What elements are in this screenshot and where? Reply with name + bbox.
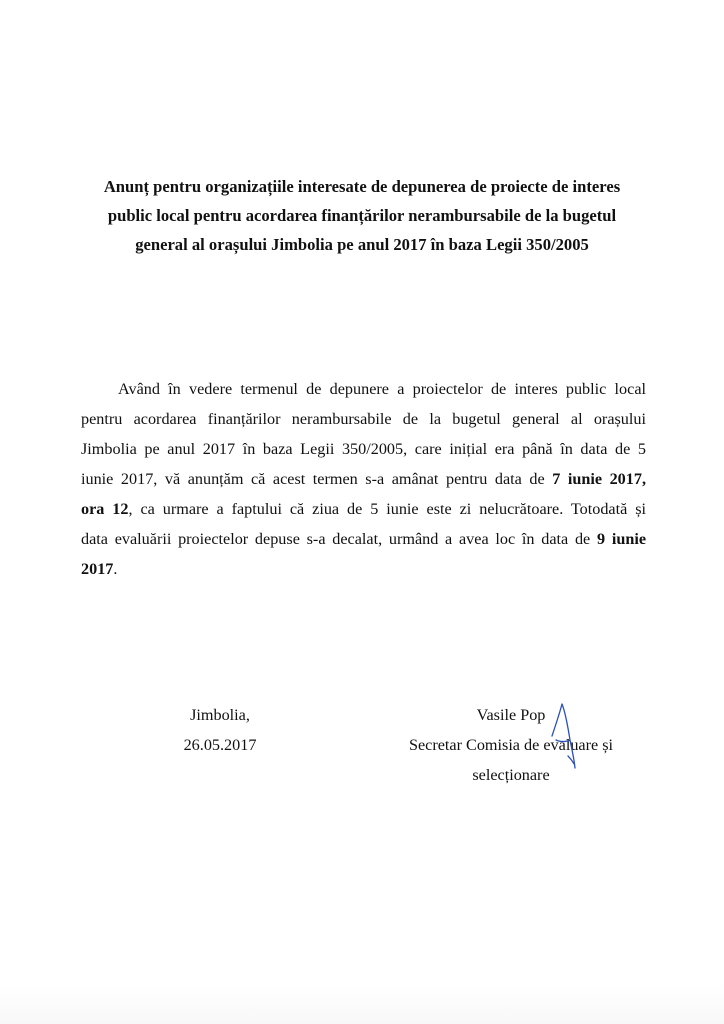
body-line-2 xyxy=(81,404,646,434)
signatory-role-line-2: selecționare xyxy=(472,766,550,784)
title-line-3: general al orașului Jimbolia pe anul 2017 în baza Legii 350/2005 xyxy=(135,235,589,254)
evaluation-date: 9 iunie xyxy=(596,530,647,548)
place: Jimbolia, xyxy=(190,706,250,724)
body-line-3 xyxy=(81,434,646,464)
new-deadline-hour: ora 12 xyxy=(81,500,129,518)
scan-shadow xyxy=(0,984,724,1024)
title-line-2: public local pentru acordarea finanțărilor nerambursabile de la bugetul xyxy=(107,206,617,225)
handwritten-signature xyxy=(548,698,588,772)
signatory-block xyxy=(396,700,626,790)
body-line-4 xyxy=(81,464,646,494)
body-line-1 xyxy=(118,374,646,404)
body-line-3-text: Jimbolia pe anul 2017 în baza Legii 350/2005, care inițial era până în data de 5 xyxy=(81,440,646,458)
place-and-date xyxy=(160,700,280,760)
body-line-4-text: iunie 2017, vă anunțăm că acest termen s-a amânat pentru data de xyxy=(81,470,553,488)
title-line-1: Anunț pentru organizațiile interesate de depunerea de proiecte de interes xyxy=(103,177,621,196)
signatory-name: Vasile Pop xyxy=(476,706,546,724)
body-line-2-text: pentru acordarea finanțărilor nerambursabile de la bugetul general al orașului xyxy=(81,410,646,428)
body-line-1-text: Având în vedere termenul de depunere a proiectelor de interes public local xyxy=(118,380,646,398)
date: 26.05.2017 xyxy=(183,736,257,754)
body-line-7 xyxy=(81,554,646,584)
new-deadline-date: 7 iunie 2017, xyxy=(552,470,646,488)
body-line-5 xyxy=(81,494,646,524)
body-line-6-text: data evaluării proiectelor depuse s-a decalat, urmând a avea loc în data de xyxy=(81,530,597,548)
body-line-5-text: , ca urmare a faptului că ziua de 5 iunie este zi nelucrătoare. Totodată și xyxy=(128,500,647,518)
announcement-body xyxy=(81,374,647,584)
body-line-7-text: . xyxy=(113,560,118,578)
body-line-6 xyxy=(81,524,646,554)
evaluation-year: 2017 xyxy=(81,560,114,578)
announcement-title xyxy=(70,172,654,259)
signatory-role-line-1: Secretar Comisia de evaluare și xyxy=(408,736,614,754)
